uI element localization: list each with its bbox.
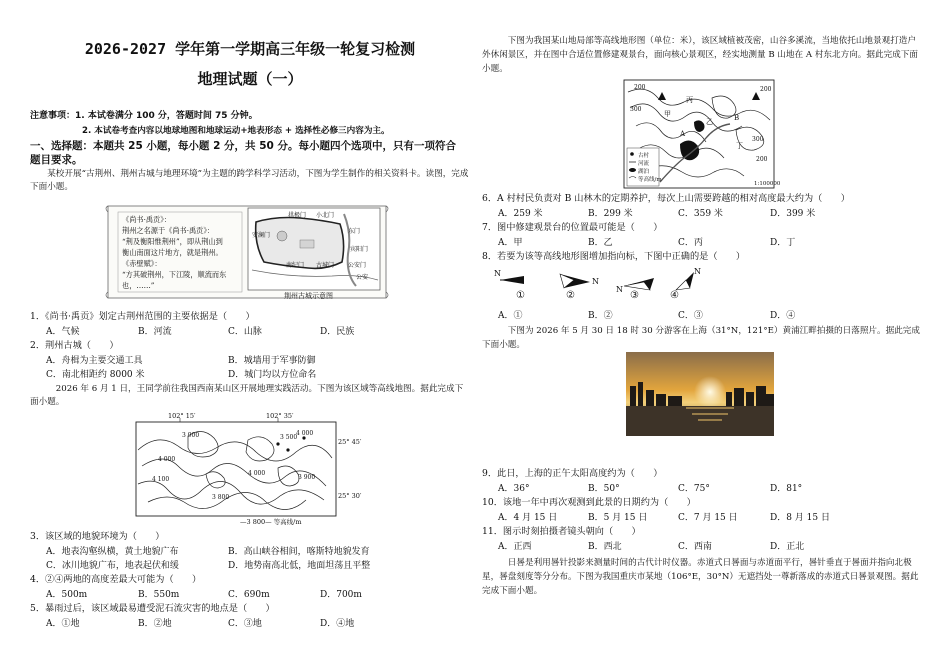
q7-option-c[interactable]: C．丙	[678, 238, 703, 248]
figure-compass-options	[494, 266, 704, 306]
q7-option-b[interactable]: B．乙	[588, 238, 613, 248]
q5-option-a[interactable]: A．①地	[46, 619, 80, 629]
figure-1-caption: 荆州古城示意图	[284, 292, 333, 300]
q6-option-b[interactable]: B．299 米	[588, 209, 633, 219]
figure-jingzhou-card	[104, 200, 390, 304]
q2-option-a[interactable]: A．舟楫为主要交通工具	[46, 356, 143, 366]
fig3-label-200b: 200	[756, 156, 768, 163]
card-text-4: 衡山南面这片地方，就是荆州。	[122, 248, 223, 257]
q11-option-a[interactable]: A．正西	[498, 542, 532, 552]
fig3-label-3: 200	[760, 86, 772, 93]
q3-option-c[interactable]: C．冰川地貌广布，地表起伏和缓	[46, 561, 179, 571]
fig3-label-b: B	[734, 114, 740, 122]
q2-stem: 2．荆州古城（ ）	[30, 340, 119, 351]
passage-2: 2026 年 6 月 1 日，王同学前往我国西南某山区开展地理实践活动。下图为该区域等高线地图。据此完成下面小题。	[30, 384, 464, 407]
fig3-legend-1: 古村	[638, 153, 650, 159]
q10-stem: 10．该地一年中再次观测到此景的日期约为（ ）	[482, 497, 696, 508]
q1-option-c[interactable]: C．山脉	[228, 327, 262, 337]
map-label-dongmen: 东门	[348, 228, 361, 235]
fig2-contour-7: 3 900	[298, 474, 316, 481]
sunset-photo	[626, 352, 774, 436]
fig3-scale: 1:100000	[754, 181, 781, 187]
passage-1: 某校开展“古荆州、荆州古城与地理环境”为主题的跨学科学习活动，下图为学生制作的相关资料卡。读图，完成下面小题。	[30, 169, 469, 192]
q1-option-d[interactable]: D．民族	[320, 327, 355, 337]
compass-4-num: ④	[670, 290, 679, 301]
compass-3-n: N	[616, 285, 623, 294]
page-title: 2026-2027 学年第一学期高三年级一轮复习检测	[84, 40, 416, 58]
compass-2-num: ②	[566, 290, 575, 301]
fig3-legend-4: 等高线/m	[638, 177, 662, 183]
fig2-contour-8: 4 000	[248, 470, 266, 477]
q3-option-b[interactable]: B．高山峡谷相间，喀斯特地貌发育	[228, 547, 370, 557]
q3-stem: 3．该区域的地貌环境为（ ）	[30, 531, 165, 542]
map-label-nanji: 南纪门	[286, 262, 305, 269]
passage-5: 日晷是利用晷针投影来测量时间的古代计时仪器。赤道式日晷面与赤道面平行，晷针垂直于晷面并指向北极星，晷盘刻度等分分布。下图为我国重庆市某地（106°E，30°N）无遮挡处一尊新落成的赤道式日晷景观图。据此完成下面小题。	[482, 558, 919, 596]
fig3-label-1: 200	[634, 84, 646, 91]
page-subtitle: 地理试题（一）	[197, 70, 303, 88]
fig2-contour-5: 3 500	[280, 434, 298, 441]
q10-option-c[interactable]: C．7 月 15 日	[678, 513, 738, 523]
q7-stem: 7．图中修建观景台的位置最可能是（ ）	[482, 222, 663, 233]
card-text-5: 《赤壁赋》：	[122, 259, 162, 268]
q1-option-b[interactable]: B．河流	[138, 327, 172, 337]
card-text-7: 也，……”	[122, 281, 155, 290]
compass-1-n: N	[494, 269, 501, 278]
fig2-contour-6: 4 000	[296, 430, 314, 437]
figure-contour-map-2	[620, 78, 780, 190]
compass-4-arrow-icon	[676, 272, 694, 290]
q9-option-d[interactable]: D．81°	[770, 484, 803, 494]
q4-stem: 4．②④两地的高度差最大可能为（ ）	[30, 574, 202, 585]
fig2-legend: —3 800— 等高线/m	[240, 518, 302, 526]
q11-option-b[interactable]: B．西北	[588, 542, 622, 552]
figure-contour-map-1	[128, 410, 368, 528]
fig2-contour-2: 4 000	[158, 456, 176, 463]
map-label-gucheng: 古城门	[316, 262, 335, 269]
q11-option-c[interactable]: C．西南	[678, 542, 712, 552]
q11-option-d[interactable]: D．正北	[770, 542, 805, 552]
q4-option-a[interactable]: A．500m	[46, 590, 88, 600]
q9-option-a[interactable]: A．36°	[498, 484, 530, 494]
q3-option-d[interactable]: D．地势南高北低，地面坦荡且平整	[228, 561, 371, 571]
map-label-gongji: 拱极门	[288, 212, 307, 219]
q11-stem: 11．图示时刻拍摄者镜头朝向（ ）	[482, 526, 641, 537]
fig3-label-2: 300	[630, 106, 642, 113]
q4-option-c[interactable]: C．690m	[228, 590, 270, 600]
section-heading: 一、选择题：本题共 25 小题，每小题 2 分，共 50 分。每小题四个选项中，只有一项符合	[30, 140, 456, 152]
q5-option-b[interactable]: B．②地	[138, 619, 172, 629]
q7-option-a[interactable]: A．甲	[498, 238, 523, 248]
compass-3-arrow-icon	[624, 278, 654, 290]
q6-option-d[interactable]: D．399 米	[770, 209, 816, 219]
q6-stem: 6．A 村村民负责对 B 山林木的定期养护，每次上山需要跨越的相对高度最大约为（ ）	[482, 193, 850, 204]
fig2-lon-2: 102° 35′	[266, 412, 294, 420]
q9-option-b[interactable]: B．50°	[588, 484, 620, 494]
fig3-legend-2: 河流	[638, 161, 650, 167]
q2-option-b[interactable]: B．城墙用于军事防御	[228, 356, 316, 366]
passage-3: 下图为我国某山地局部等高线地形图（单位：米），该区域植被茂密，山谷多溪流，当地依托山地景观打造户外休闲景区，并在图中合适位置修建观景台，面向核心景观区，经实地测量 B 山地在 A 村东北方向。据此完成下面小题。	[482, 36, 918, 74]
notice-line-1: 注意事项：1. 本试卷满分 100 分，答题时间 75 分钟。	[30, 111, 258, 121]
card-text-2: 荆州之名源于《尚书·禹贡》：	[122, 226, 215, 235]
fig3-label-a: A	[680, 130, 686, 138]
fig2-contour-4: 3 800	[212, 494, 230, 501]
fig2-lat-2: 25° 30′	[338, 492, 362, 500]
q8-option-a[interactable]: A．①	[498, 311, 523, 321]
q5-stem: 5．暴雨过后，该区域最易遭受泥石流灾害的地点是（ ）	[30, 603, 275, 614]
compass-1-arrow-icon	[500, 276, 524, 284]
fig3-label-yi: 乙	[706, 118, 713, 126]
q8-option-b[interactable]: B．②	[588, 311, 613, 321]
fig3-label-ding: 丁	[736, 142, 743, 150]
q6-option-c[interactable]: C．359 米	[678, 209, 723, 219]
q2-option-c[interactable]: C．南北相距约 8000 米	[46, 370, 145, 380]
fig3-label-jia: 甲	[664, 110, 671, 118]
fig3-legend-3: 湖泊	[638, 169, 650, 175]
compass-2-n: N	[592, 277, 599, 286]
q5-option-d[interactable]: D．④地	[320, 619, 355, 629]
fig3-label-bing: 丙	[686, 96, 693, 104]
q4-option-b[interactable]: B．550m	[138, 590, 180, 600]
compass-2-arrow-icon	[560, 274, 590, 288]
q1-stem: 1．《尚书·禹贡》划定古荆州范围的主要依据是（ ）	[30, 311, 255, 322]
q10-option-a[interactable]: A．4 月 15 日	[498, 513, 558, 523]
map-label-gongan-men: 公安门	[348, 262, 367, 269]
q8-stem: 8．若要为该等高线地形图增加指向标，下图中正确的是（ ）	[482, 251, 746, 262]
q10-option-d[interactable]: D．8 月 15 日	[770, 513, 830, 523]
card-text-6: “方其破荆州，下江陵，顺流而东	[122, 270, 227, 279]
fig3-label-300: 300	[752, 136, 764, 143]
fig2-contour-1: 3 900	[182, 432, 200, 439]
q8-option-d[interactable]: D．④	[770, 311, 796, 321]
notice-line-2: 2. 本试卷考查内容以地球地图和地球运动+地表形态 + 选择性必修三内容为主。	[82, 126, 390, 136]
section-heading-2: 题目要求。	[30, 154, 83, 166]
q3-option-a[interactable]: A．地表沟壑纵横，黄土地貌广布	[46, 547, 179, 557]
fig2-contour-3: 4 100	[152, 476, 170, 483]
q10-option-b[interactable]: B．5 月 15 日	[588, 513, 648, 523]
q2-option-d[interactable]: D．城门均以方位命名	[228, 370, 317, 380]
q7-option-d[interactable]: D．丁	[770, 238, 796, 248]
q1-option-a[interactable]: A．气候	[46, 327, 80, 337]
compass-1-num: ①	[516, 290, 525, 301]
card-text-1: 《尚书·禹贡》：	[122, 215, 171, 224]
q4-option-d[interactable]: D．700m	[320, 590, 362, 600]
map-label-gongan: 公安	[356, 274, 369, 281]
q8-option-c[interactable]: C．③	[678, 311, 703, 321]
map-label-anlan: 安澜门	[252, 232, 271, 239]
q5-option-c[interactable]: C．③地	[228, 619, 262, 629]
map-label-xiaobei: 小北门	[316, 212, 335, 219]
compass-3-num: ③	[630, 290, 639, 301]
card-text-3: “荆及衡阳惟荆州”，即从荆山到	[122, 237, 223, 246]
fig2-lon-1: 102° 15′	[168, 412, 196, 420]
passage-4: 下图为 2026 年 5 月 30 日 18 时 30 分游客在上海（31°N，121°E）黄浦江畔拍摄的日落照片。据此完成下面小题。	[482, 326, 920, 350]
map-label-binyang: 宾阳门	[350, 246, 369, 253]
compass-4-n: N	[694, 267, 701, 276]
q6-option-a[interactable]: A．259 米	[498, 209, 543, 219]
q9-option-c[interactable]: C．75°	[678, 484, 710, 494]
q9-stem: 9．此日，上海的正午太阳高度约为（ ）	[482, 468, 663, 479]
fig2-lat-1: 25° 45′	[338, 438, 362, 446]
